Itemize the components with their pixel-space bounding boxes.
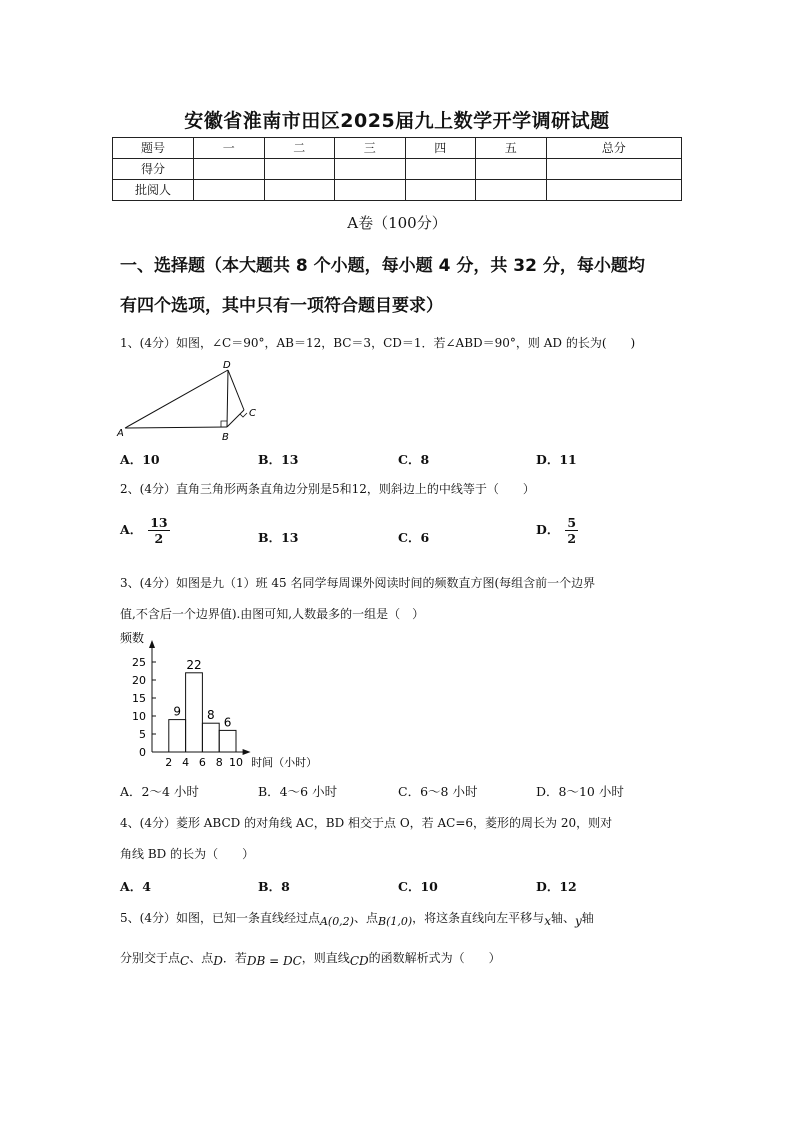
section-subtitle: A卷（100分） xyxy=(347,214,447,232)
y-tick-label: 5 xyxy=(139,728,146,741)
bar-value-label: 6 xyxy=(223,715,232,730)
score-table-cell[interactable] xyxy=(264,159,335,180)
section-heading-line1: 一、选择题（本大题共 8 个小题，每小题 4 分，共 32 分，每小题均 xyxy=(120,256,645,276)
question-3-option-a[interactable]: A．2～4 小时 xyxy=(120,784,199,799)
question-3-text-line1: 3、(4分）如图是九（1）班 45 名同学每周课外阅读时间的频数直方图(每组含前一个边界 xyxy=(120,576,596,590)
question-4-text-line2: 角线 BD 的长为（ ） xyxy=(120,847,255,861)
label-c: C xyxy=(249,408,256,419)
score-table-cell[interactable] xyxy=(335,159,406,180)
score-table-cell[interactable] xyxy=(405,180,476,201)
question-2-text: 2、(4分）直角三角形两条直角边分别是5和12，则斜边上的中线等于（ ） xyxy=(120,482,535,496)
score-table-row xyxy=(113,180,682,201)
label-a: A xyxy=(117,428,124,439)
question-2-option-d[interactable] xyxy=(536,515,578,546)
question-5-text-line2 xyxy=(120,950,685,969)
x-tick-label: 4 xyxy=(182,756,190,769)
question-1-option-a[interactable]: A．10 xyxy=(120,452,160,467)
fraction xyxy=(565,515,578,546)
question-2-option-b[interactable]: B．13 xyxy=(258,530,299,545)
bar-value-label: 8 xyxy=(206,708,215,723)
y-tick-label: 0 xyxy=(139,746,146,759)
point-c: C xyxy=(180,954,190,968)
question-4-text-line1: 4、(4分）菱形 ABCD 的对角线 AC，BD 相交于点 O，若 AC=6，菱形的周长为 20，则对 xyxy=(120,816,613,830)
fraction-numerator: 5 xyxy=(567,515,577,530)
histogram-bar xyxy=(202,723,219,752)
fraction xyxy=(148,515,169,546)
label-d: D xyxy=(223,360,231,371)
q5-text-seg: 的函数解析式为（ ） xyxy=(368,951,501,965)
score-table-row xyxy=(113,159,682,180)
histogram-bar xyxy=(186,673,203,752)
question-1-option-d[interactable]: D．11 xyxy=(536,452,577,467)
fraction-numerator: 13 xyxy=(150,515,168,530)
q5-text-seg: 轴 xyxy=(581,911,594,925)
score-table-cell: 二 xyxy=(264,138,335,159)
score-table-cell[interactable] xyxy=(335,180,406,201)
right-angle-mark-b xyxy=(221,421,227,427)
question-1-option-b[interactable]: B．13 xyxy=(258,452,299,467)
segment-bc xyxy=(227,410,244,427)
q5-text-seg: 、点 xyxy=(189,951,214,965)
score-table-cell: 总分 xyxy=(546,138,682,159)
question-3-option-c[interactable]: C．6～8 小时 xyxy=(398,784,478,799)
section-heading-line2: 有四个选项，其中只有一项符合题目要求） xyxy=(120,296,443,316)
page-title: 安徽省淮南市田区2025届九上数学开学调研试题 xyxy=(184,110,610,132)
segment-ad xyxy=(125,370,228,428)
question-4-option-d[interactable]: D．12 xyxy=(536,879,577,894)
score-table-cell: 五 xyxy=(476,138,547,159)
equation-db-dc: DB = DC xyxy=(246,954,302,968)
x-axis-arrow xyxy=(243,749,251,755)
y-axis-var: y xyxy=(574,914,582,928)
y-tick-label: 15 xyxy=(132,692,146,705)
question-1-text: 1、(4分）如图，∠C＝90°，AB＝12，BC＝3，CD＝1．若∠ABD＝90°，则 AD 的长为( ) xyxy=(120,336,636,350)
q5-text-seg: ，将这条直线向左平移与 xyxy=(412,911,545,925)
option-prefix: D． xyxy=(536,522,560,537)
q5-text-seg: ，则直线 xyxy=(301,951,350,965)
y-axis-title: 频数 xyxy=(120,631,145,645)
score-table-cell: 一 xyxy=(194,138,265,159)
segment-bd xyxy=(227,370,228,427)
question-3-option-d[interactable]: D．8～10 小时 xyxy=(536,784,624,799)
question-2-option-a[interactable] xyxy=(120,515,170,546)
bar-value-label: 22 xyxy=(186,657,202,672)
question-3-option-b[interactable]: B．4～6 小时 xyxy=(258,784,338,799)
score-table-cell: 三 xyxy=(335,138,406,159)
option-prefix: A． xyxy=(120,522,143,537)
histogram-bar xyxy=(219,730,236,752)
point-d: D xyxy=(213,954,223,968)
question-4-option-b[interactable]: B．8 xyxy=(258,879,290,894)
q5-text-seg: 、点 xyxy=(353,911,378,925)
line-cd: CD xyxy=(349,954,369,968)
score-table-cell[interactable] xyxy=(546,180,682,201)
score-table-cell: 得分 xyxy=(113,159,194,180)
x-tick-label: 2 xyxy=(165,756,173,769)
y-tick-label: 25 xyxy=(132,656,146,669)
q5-text-seg: 分别交于点 xyxy=(120,951,181,965)
score-table-cell: 批阅人 xyxy=(113,180,194,201)
chart-labels xyxy=(120,630,317,769)
y-tick-label: 10 xyxy=(132,710,146,723)
q5-text-seg: 轴、 xyxy=(550,911,575,925)
question-3-text-line2: 值,不含后一个边界值).由图可知,人数最多的一组是（ ） xyxy=(120,607,425,621)
fraction-denominator: 2 xyxy=(567,531,577,546)
segment-cd xyxy=(228,370,244,410)
q5-text-seg: 5、(4分）如图，已知一条直线经过点 xyxy=(120,911,320,925)
score-table-cell[interactable] xyxy=(476,180,547,201)
question-4-option-c[interactable]: C．10 xyxy=(398,879,438,894)
question-4-option-a[interactable]: A．4 xyxy=(120,879,151,894)
question-1-option-c[interactable]: C．8 xyxy=(398,452,430,467)
label-b: B xyxy=(222,432,229,442)
q5-text-seg: ．若 xyxy=(222,951,247,965)
question-5-text-line1 xyxy=(120,910,685,930)
score-table-header-row xyxy=(113,138,682,159)
score-table-cell[interactable] xyxy=(476,159,547,180)
point-b: B(1,0) xyxy=(378,915,413,928)
score-table-cell[interactable] xyxy=(405,159,476,180)
score-table-cell[interactable] xyxy=(194,159,265,180)
score-table xyxy=(112,137,682,201)
score-table-cell: 四 xyxy=(405,138,476,159)
score-table-cell[interactable] xyxy=(194,180,265,201)
y-axis-arrow xyxy=(149,640,155,648)
x-axis-title: 时间（小时） xyxy=(251,756,318,769)
segment-ab xyxy=(125,427,227,428)
score-table-cell[interactable] xyxy=(546,159,682,180)
score-table-cell[interactable] xyxy=(264,180,335,201)
point-a: A(0,2) xyxy=(319,915,354,928)
score-table-cell: 题号 xyxy=(113,138,194,159)
question-2-option-c[interactable]: C．6 xyxy=(398,530,430,545)
histogram-bar xyxy=(169,720,186,752)
question-1-figure xyxy=(115,358,275,442)
bar-value-label: 9 xyxy=(173,704,182,719)
y-tick-label: 20 xyxy=(132,674,146,687)
x-tick-label: 8 xyxy=(215,756,223,769)
fraction-denominator: 2 xyxy=(154,531,164,546)
x-axis-var: x xyxy=(544,914,551,928)
histogram-chart xyxy=(114,630,344,776)
x-tick-label: 6 xyxy=(198,756,206,769)
x-tick-label: 10 xyxy=(229,756,243,769)
